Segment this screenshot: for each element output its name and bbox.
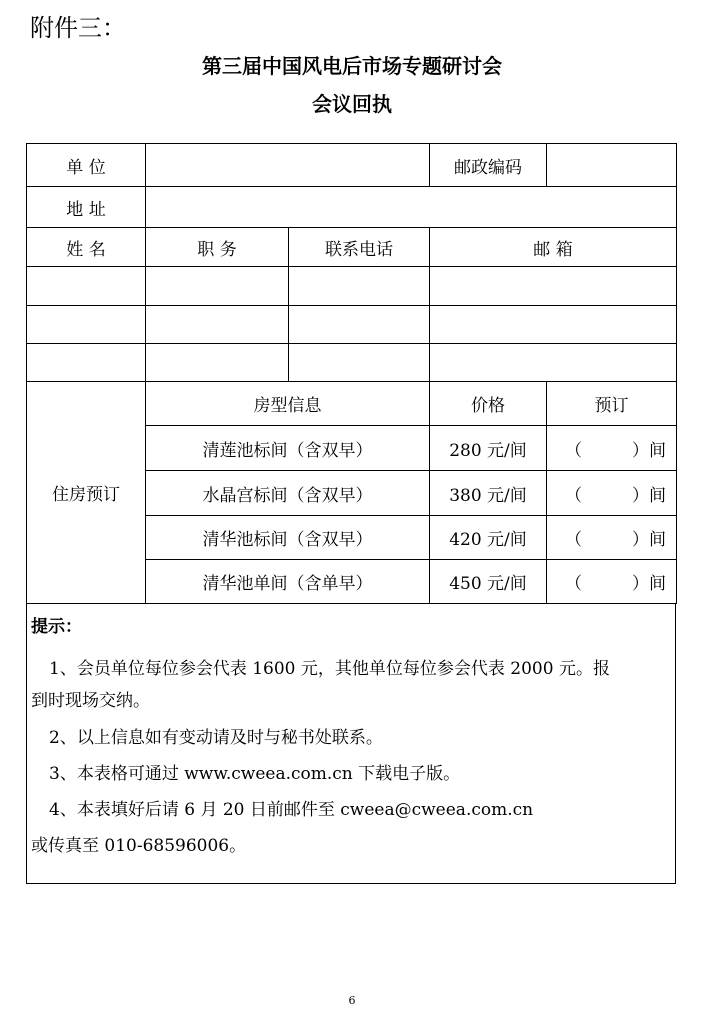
paren-close: ）间 xyxy=(632,574,666,594)
attendee-row xyxy=(27,344,677,382)
header-room-type: 房型信息 xyxy=(146,382,430,426)
position-field[interactable] xyxy=(146,267,289,306)
paren-open: （ xyxy=(565,485,582,506)
page-subtitle: 会议回执 xyxy=(312,92,392,116)
room-price: 380 元/间 xyxy=(430,471,547,516)
name-field[interactable] xyxy=(27,306,146,344)
registration-form xyxy=(26,143,677,604)
note-1: 1、会员单位每位参会代表 1600 元，其他单位每位参会代表 2000 元。报 xyxy=(49,659,610,679)
header-email: 邮 箱 xyxy=(430,228,677,267)
room-booking-field[interactable] xyxy=(547,516,677,560)
room-booking-field[interactable] xyxy=(547,560,677,604)
unit-label: 单 位 xyxy=(27,144,146,187)
name-field[interactable] xyxy=(27,267,146,306)
room-name: 清莲池标间（含双早） xyxy=(146,426,430,471)
room-booking-field[interactable] xyxy=(547,426,677,471)
attachment-label: 附件三： xyxy=(30,14,126,42)
paren-close: ）间 xyxy=(632,485,666,506)
email-field[interactable] xyxy=(430,267,677,306)
phone-field[interactable] xyxy=(289,344,430,382)
paren-close: ）间 xyxy=(632,530,666,550)
room-name: 清华池标间（含双早） xyxy=(146,516,430,560)
notes-box xyxy=(26,603,676,884)
room-name: 清华池单间（含单早） xyxy=(146,560,430,604)
postcode-field[interactable] xyxy=(547,144,677,187)
phone-field[interactable] xyxy=(289,306,430,344)
email-field[interactable] xyxy=(430,344,677,382)
header-booking: 预订 xyxy=(547,382,677,426)
note-3: 3、本表格可通过 www.cweea.com.cn 下载电子版。 xyxy=(49,764,461,784)
header-price: 价格 xyxy=(430,382,547,426)
note-4: 4、本表填好后请 6 月 20 日前邮件至 cweea@cweea.com.cn xyxy=(49,800,534,820)
room-price: 280 元/间 xyxy=(430,426,547,471)
room-booking-field[interactable] xyxy=(547,471,677,516)
email-field[interactable] xyxy=(430,306,677,344)
position-field[interactable] xyxy=(146,306,289,344)
unit-field[interactable] xyxy=(146,144,430,187)
note-4-cont: 或传真至 010-68596006。 xyxy=(31,836,247,856)
phone-field[interactable] xyxy=(289,267,430,306)
page-title: 第三届中国风电后市场专题研讨会 xyxy=(202,54,502,78)
note-1-cont: 到时现场交纳。 xyxy=(31,691,150,711)
note-2: 2、以上信息如有变动请及时与秘书处联系。 xyxy=(49,728,383,748)
housing-label: 住房预订 xyxy=(27,382,146,604)
notes-heading: 提示： xyxy=(31,617,82,637)
paren-close: ）间 xyxy=(632,440,666,461)
paren-open: （ xyxy=(565,440,582,461)
attendee-row xyxy=(27,267,677,306)
header-position: 职 务 xyxy=(146,228,289,267)
attendee-row xyxy=(27,306,677,344)
paren-open: （ xyxy=(565,530,582,550)
address-label: 地 址 xyxy=(27,187,146,228)
room-name: 水晶宫标间（含双早） xyxy=(146,471,430,516)
postcode-label: 邮政编码 xyxy=(430,144,547,187)
header-phone: 联系电话 xyxy=(289,228,430,267)
position-field[interactable] xyxy=(146,344,289,382)
page-number: 6 xyxy=(348,994,356,1007)
header-name: 姓 名 xyxy=(27,228,146,267)
name-field[interactable] xyxy=(27,344,146,382)
room-price: 420 元/间 xyxy=(430,516,547,560)
paren-open: （ xyxy=(565,574,582,594)
address-field[interactable] xyxy=(146,187,677,228)
room-price: 450 元/间 xyxy=(430,560,547,604)
